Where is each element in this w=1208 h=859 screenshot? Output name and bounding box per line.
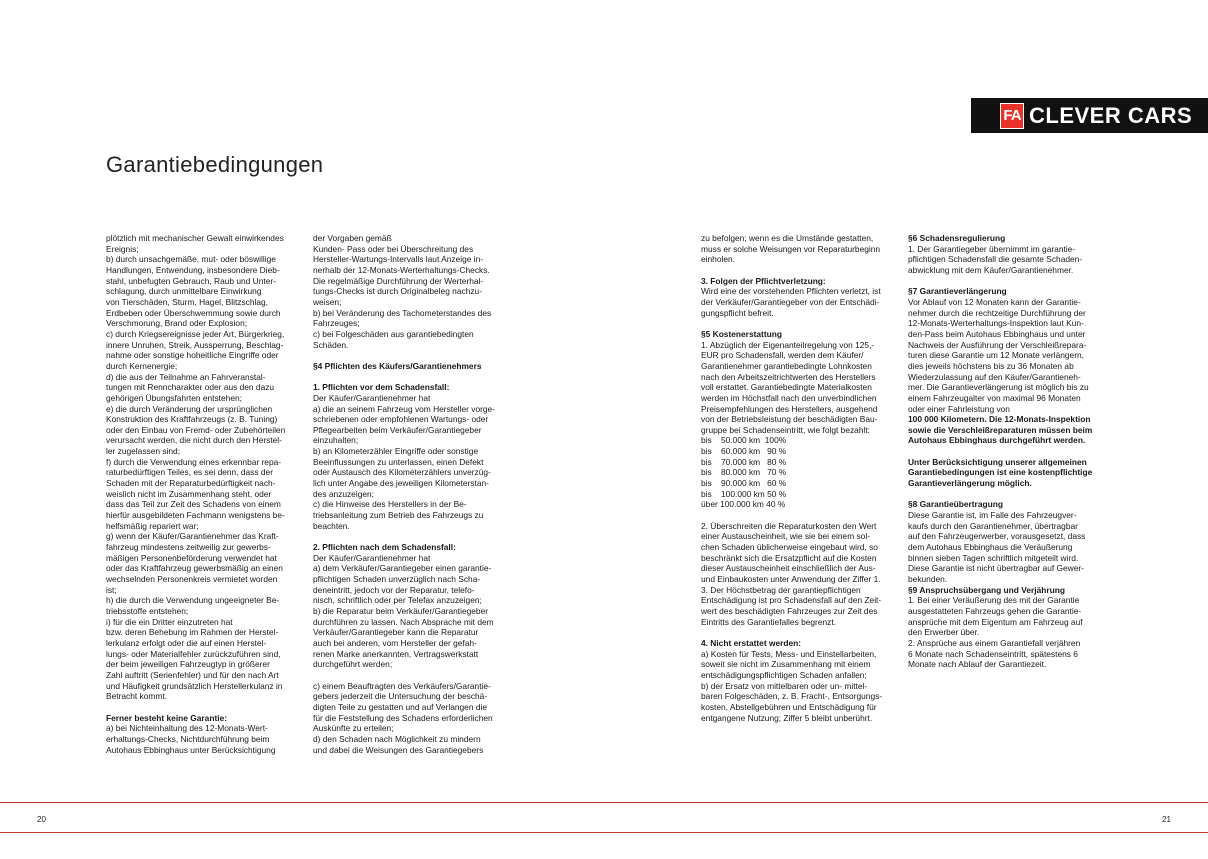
paragraph: Diese Garantie ist, im Falle des Fahrzeugver- kaufs durch den Garantienehmer, übertragbar auf den Fahrzeugerwerber, vorausgesetzt, dass dem Autohaus Ebbinghaus die Veräußerung binnen sieben Tagen schriftlich mitgeteilt wird. Diese Garantie ist nicht übertragbar auf Gewer- bekunden. — [908, 510, 1086, 584]
paragraph: 1. Bei einer Veräußerung des mit der Garantie ausgestatteten Fahrzeugs gehen die Garantie- ansprüche mit dem Eigentum am Fahrzeug auf den Erwerber über. 2. Ansprüche aus einem Garantiefall verjähren 6 Monate nach Schadenseintritt, spätestens 6 Monate nach Ablauf der Garantiezeit. — [908, 595, 1083, 670]
page-title: Garantiebedingungen — [106, 152, 324, 177]
logo-mark-icon: FA — [1000, 103, 1024, 129]
section-heading: 4. Nicht erstattet werden: — [701, 637, 802, 648]
brand-logo — [971, 98, 1208, 133]
paragraph — [701, 627, 901, 638]
paragraph — [701, 318, 901, 329]
text-column-3 — [701, 233, 901, 723]
paragraph: 1. Der Garantiegeber übernimmt im garantie- pflichtigen Schadensfall die gesamte Schaden- abwicklung mit dem Käufer/Garantienehmer. — [908, 243, 1083, 275]
footer-rule-top — [0, 802, 1208, 803]
paragraph: Wird eine der vorstehenden Pflichten verletzt, ist der Verkäufer/Garantiegeber von der Entschädi- gungspflicht befreit. — [701, 286, 881, 318]
section-heading: §6 Schadensregulierung — [908, 233, 1006, 243]
paragraph — [313, 531, 513, 542]
text-column-1 — [106, 233, 306, 755]
section-heading: 1. Pflichten vor dem Schadensfall: — [313, 382, 450, 393]
section-heading: §4 Pflichten des Käufers/Garantienehmers — [313, 360, 482, 371]
section-heading: §5 Kostenerstattung — [701, 328, 782, 339]
paragraph: zu befolgen; wenn es die Umstände gestatten, muss er solche Weisungen vor Reparaturbeginn einholen. — [701, 233, 881, 265]
paragraph: a) bei Nichteinhaltung des 12-Monats-Wert- erhaltungs-Checks, Nichtdurchführung beim Autohaus Ebbinghaus unter Berücksichtigung — [106, 723, 276, 755]
paragraph: Der Käufer/Garantienehmer hat a) die an seinem Fahrzeug vom Hersteller vorge- schriebenen oder empfohlenen Wartungs- oder Pflegearbeiten beim Verkäufer/Garantiegeber einzuhalten; b) an Kilometerzähler Eingriffe oder sonstige Beeinflussungen zu unterlassen, einen Defekt oder Austausch des Kilometerzählers unverzüg- lich unter Angabe des jeweiligen Kilometerstan- des anzuzeigen; c) die Hinweise des Herstellers in der Be- triebsanleitung zum Betrieb des Fahrzeugs zu beachten. — [313, 392, 496, 531]
paragraph — [106, 702, 306, 713]
footer-rule-bottom — [0, 832, 1208, 833]
paragraph — [908, 446, 1108, 457]
section-heading: §8 Garantieübertragung — [908, 499, 1003, 510]
section-heading: Unter Berücksichtigung unserer allgemeinen Garantiebedingungen ist eine kostenpflichtige Garantieverlängerung möglich. — [908, 456, 1093, 489]
section-heading: Ferner besteht keine Garantie: — [106, 712, 228, 723]
paragraph: plötzlich mit mechanischer Gewalt einwirkendes Ereignis; b) durch unsachgemäße, mut- oder böswillige Handlungen, Entwendung, insbesondere Dieb- stahl, unbefugten Gebrauch, Raub und Unter- schlagung, durch unmittelbare Einwirkung von Tierschäden, Sturm, Hagel, Blitzschlag, Erdbeben oder Überschwemmung sowie durch Verschmorung, Brand oder Explosion; c) durch Kriegsereignisse jeder Art, Bürgerkrieg, innere Unruhen, Streik, Aussperrung, Beschlag- nahme oder sonstige hoheitliche Eingriffe oder durch Kernenergie; d) die aus der Teilnahme an Fahrveranstal- tungen mit Renncharakter oder aus den dazu gehörigen Übungsfahrten entstehen; e) die durch Veränderung der ursprünglichen Konstruktion des Kraftfahrzeugs (z. B. Tuning) oder den Einbau von Fremd- oder Zubehörteilen verursacht werden, die nicht durch den Herstel- ler zugelassen sind; f) durch die Verwendung eines erkennbar repa- raturbedürftigen Teiles, es sei denn, dass der Schaden mit der Reparaturbedürftigkeit nach- weislich nicht im Zusammenhang steht, oder dass das Teil zur Zeit des Schadens von einem hierfür ausgebildeten Fachmann wenigstens be- helfsmäßig repariert war; g) wenn der Käufer/Garantienehmer das Kraft- fahrzeug mindestens zeitweilig zur gewerbs- mäßigen Personenbeförderung verwendet hat oder das Kraftfahrzeug gewerbsmäßig an einen wechselnden Personenkreis vermietet worden ist; h) die durch die Verwendung ungeeigneter Be- triebsstoffe entstehen; i) für die ein Dritter einzutreten hat bzw. deren Behebung im Rahmen der Herstel- lerkulanz erfolgt oder die auf einen Herstel- lungs- oder Materialfehler zurückzuführen sind, der beim jeweiligen Fahrzeugtyp in größerer Zahl auftritt (Serienfehler) und für den nach Art und Häufigkeit grundsätzlich Herstellerkulanz in Betracht kommt. — [106, 233, 286, 702]
paragraph: a) Kosten für Tests, Mess- und Einstellarbeiten, soweit sie nicht im Zusammenhang mit einem entschädigungspflichtigen Schaden anfallen; b) der Ersatz von mittelbaren oder un- mittel- baren Folgeschäden, z. B. Fracht-, Entsorgungs- kosten, Abstellgebühren und Entschädigung für entgangene Nutzung; Ziffer 5 bleibt unberührt. — [701, 648, 883, 723]
paragraph: der Vorgaben gemäß Kunden- Pass oder bei Überschreitung des Hersteller-Wartungs-Intervalls laut Anzeige in- nerhalb der 12-Monats-Werterhaltungs-Checks. Die regelmäßige Durchführung der Werterhal- tungs-Checks ist durch Originalbeleg nachzu- weisen; b) bei Veränderung des Tachometerstandes des Fahrzeuges; c) bei Folgeschäden aus garantiebedingten Schäden. — [313, 233, 492, 350]
section-heading: 3. Folgen der Pflichtverletzung: — [701, 275, 826, 286]
text-column-4 — [908, 233, 1108, 670]
paragraph — [701, 265, 901, 276]
paragraph — [908, 276, 1108, 287]
paragraph: 1. Abzüglich der Eigenanteilregelung von 125,- EUR pro Schadensfall, werden dem Käufer/ Garantienehmer garantiebedingte Lohnkosten nach den Arbeitszeitrichtwerten des Herstellers voll erstattet. Garantiebedingte Materialkosten werden im Höchstfall nach den unverbindlichen Preisempfehlungen des Herstellers, ausgehend von der Betriebsleistung der beschädigten Bau- gruppe bei Schadenseintritt, wie folgt bezahlt: bis 50.000 km 100% bis 60.000 km 90 % bis 70.000 km 80 % bis 80.000 km 70 % bis 90.000 km 60 % bis 100.000 km 50 % über 100.000 km 40 % 2. Überschreiten die Reparaturkosten den Wert einer Austauscheinheit, wie sie bei einem sol- chen Schaden üblicherweise eingebaut wird, so beschränkt sich die Ersatzpflicht auf die Kosten dieser Austauscheinheit einschließlich der Aus- und Einbaukosten unter Anwendung der Ziffer 1. 3. Der Höchstbetrag der garantiepflichtigen Entschädigung ist pro Schadensfall auf den Zeit- wert des beschädigten Fahrzeuges zur Zeit des Eintritts des Garantiefalles begrenzt. — [701, 339, 882, 627]
paragraph — [908, 489, 1108, 500]
paragraph: Der Käufer/Garantienehmer hat a) dem Verkäufer/Garantiegeber einen garantie- pflichtigen Schaden unverzüglich nach Scha- deneintritt, jedoch vor der Reparatur, telefo- nisch, schriftlich oder per Telefax anzuzeigen; b) die Reparatur beim Verkäufer/Garantiegeber durchführen zu lassen. Nach Absprache mit dem Verkäufer/Garantiegeber kann die Reparatur auch bei anderen, vom Hersteller der gefah- renen Marke anerkannten, Vertragswerkstatt durchgeführt werden; c) einem Beauftragten des Verkäufers/Garantie- gebers jederzeit die Untersuchung der beschä- digten Teile zu gestatten und auf Verlangen die für die Feststellung des Schadens erforderlichen Auskünfte zu erteilen; d) den Schaden nach Möglichkeit zu mindern und dabei die Weisungen des Garantiegebers — [313, 552, 494, 755]
section-heading: 100 000 Kilometern. Die 12-Monats-Inspektion sowie die Verschleißreparaturen müssen beim Autohaus Ebbinghaus durchgeführt werden. — [908, 414, 1093, 446]
section-heading: 2. Pflichten nach dem Schadensfall: — [313, 542, 456, 553]
paragraph: Vor Ablauf von 12 Monaten kann der Garantie- nehmer durch die rechtzeitige Durchführung der 12-Monats-Werterhaltungs-Inspektion laut Kun- den-Pass beim Autohaus Ebbinghaus und unter Nachweis der Ausführung der Verschleißrepara- turen diese Garantie um 12 Monate verlängern, dies jeweils höchstens bis zu 36 Monaten ab Wiederzulassung auf den Käufer/Garantieneh- mer. Die Garantieverlängerung ist möglich bis zu einem Fahrzeugalter von maximal 96 Monaten oder einer Fahrleistung von — [908, 296, 1089, 414]
section-heading: §7 Garantieverlängerung — [908, 286, 1007, 297]
page-number-left: 20 — [37, 815, 46, 824]
text-column-2 — [313, 233, 513, 755]
page-number-right: 21 — [1162, 815, 1171, 824]
paragraph — [313, 350, 513, 361]
section-heading: §9 Anspruchsübergang und Verjährung — [908, 584, 1065, 595]
logo-wordmark: CLEVER CARS — [1029, 102, 1193, 128]
paragraph — [313, 372, 513, 383]
